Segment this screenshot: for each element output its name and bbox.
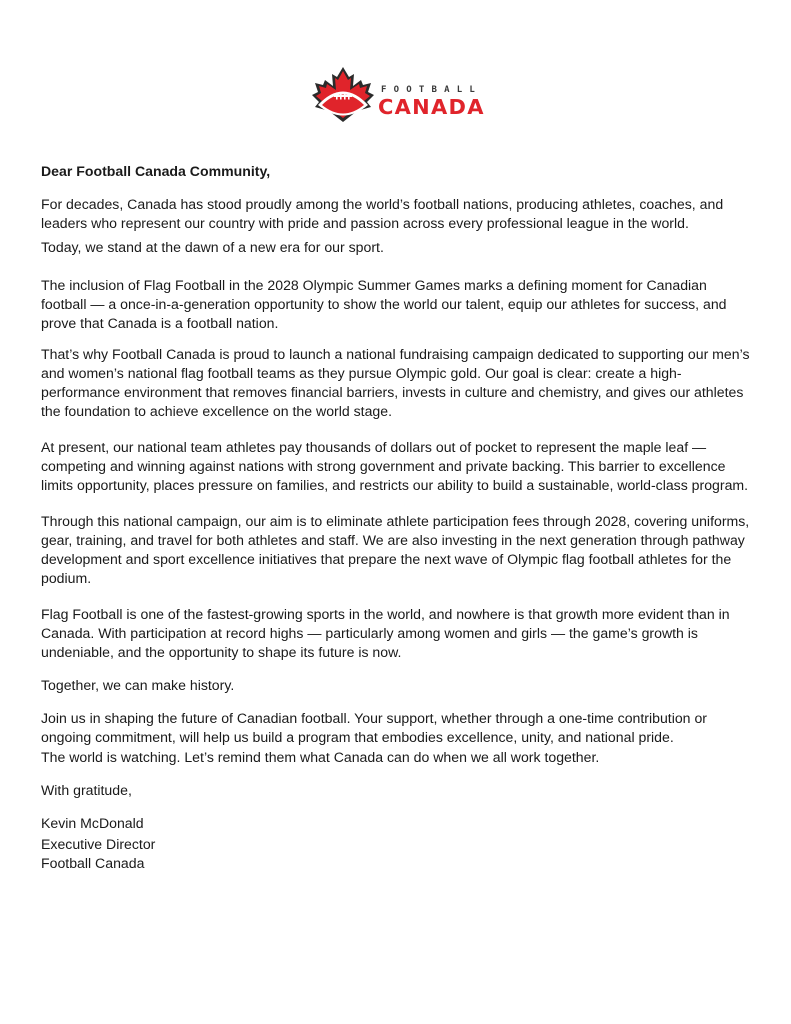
signature-organization: Football Canada [41, 855, 145, 871]
logo-wordmark-canada: CANADA [378, 95, 485, 119]
paragraph-new-era: Today, we stand at the dawn of a new era for our sport. [41, 239, 384, 255]
paragraph-history: Together, we can make history. [41, 677, 235, 693]
logo-wordmark-football: FOOTBALL [381, 85, 482, 95]
closing: With gratitude, [41, 782, 132, 798]
signature-block [41, 814, 753, 873]
paragraph-growth: Flag Football is one of the fastest-growing sports in the world, and nowhere is that growth more evident than in Canada. With participation at record highs — particularly among women and girls — the game’s growth is undeniable, and the opportunity to shape its future is now. [41, 606, 730, 660]
maple-leaf-football-icon [309, 66, 377, 124]
signature-title: Executive Director [41, 836, 156, 852]
paragraph-campaign-launch: That’s why Football Canada is proud to launch a national fundraising campaign dedicated to supporting our men’s and women’s national flag football teams as they pursue Olympic gold. Our goal is clear: create a high-performance environment that removes financial barriers, invests in culture and chemistry, and gives our athletes the foundation to achieve excellence on the world stage. [41, 346, 750, 419]
signature-name: Kevin McDonald [41, 815, 144, 831]
paragraph-world-watching: The world is watching. Let’s remind them what Canada can do when we all work together. [41, 749, 600, 765]
paragraph-campaign-aim: Through this national campaign, our aim is to eliminate athlete participation fees through 2028, covering uniforms, gear, training, and travel for both athletes and staff. We are also investing in the next generation through pathway development and sport excellence initiatives that prepare the next wave of Olympic flag football athletes for the podium. [41, 513, 750, 586]
football-canada-logo [309, 66, 484, 126]
letter-body [41, 162, 753, 873]
paragraph-call-to-action: Join us in shaping the future of Canadian football. Your support, whether through a one-time contribution or ongoing commitment, will help us build a program that embodies excellence, unity, and national pride. [41, 710, 707, 745]
paragraph-heritage: For decades, Canada has stood proudly among the world’s football nations, producing athletes, coaches, and leaders who represent our country with pride and passion across every professional league in the world. [41, 196, 724, 231]
salutation: Dear Football Canada Community, [41, 163, 271, 179]
paragraph-athlete-costs: At present, our national team athletes pay thousands of dollars out of pocket to represent the maple leaf — competing and winning against nations with strong government and private backing. This barrier to excellence limits opportunity, places pressure on families, and restricts our ability to build a sustainable, world-class program. [41, 439, 749, 493]
paragraph-olympic-inclusion: The inclusion of Flag Football in the 2028 Olympic Summer Games marks a defining moment for Canadian football — a once-in-a-generation opportunity to show the world our talent, equip our athletes for success, and prove that Canada is a football nation. [41, 277, 727, 331]
